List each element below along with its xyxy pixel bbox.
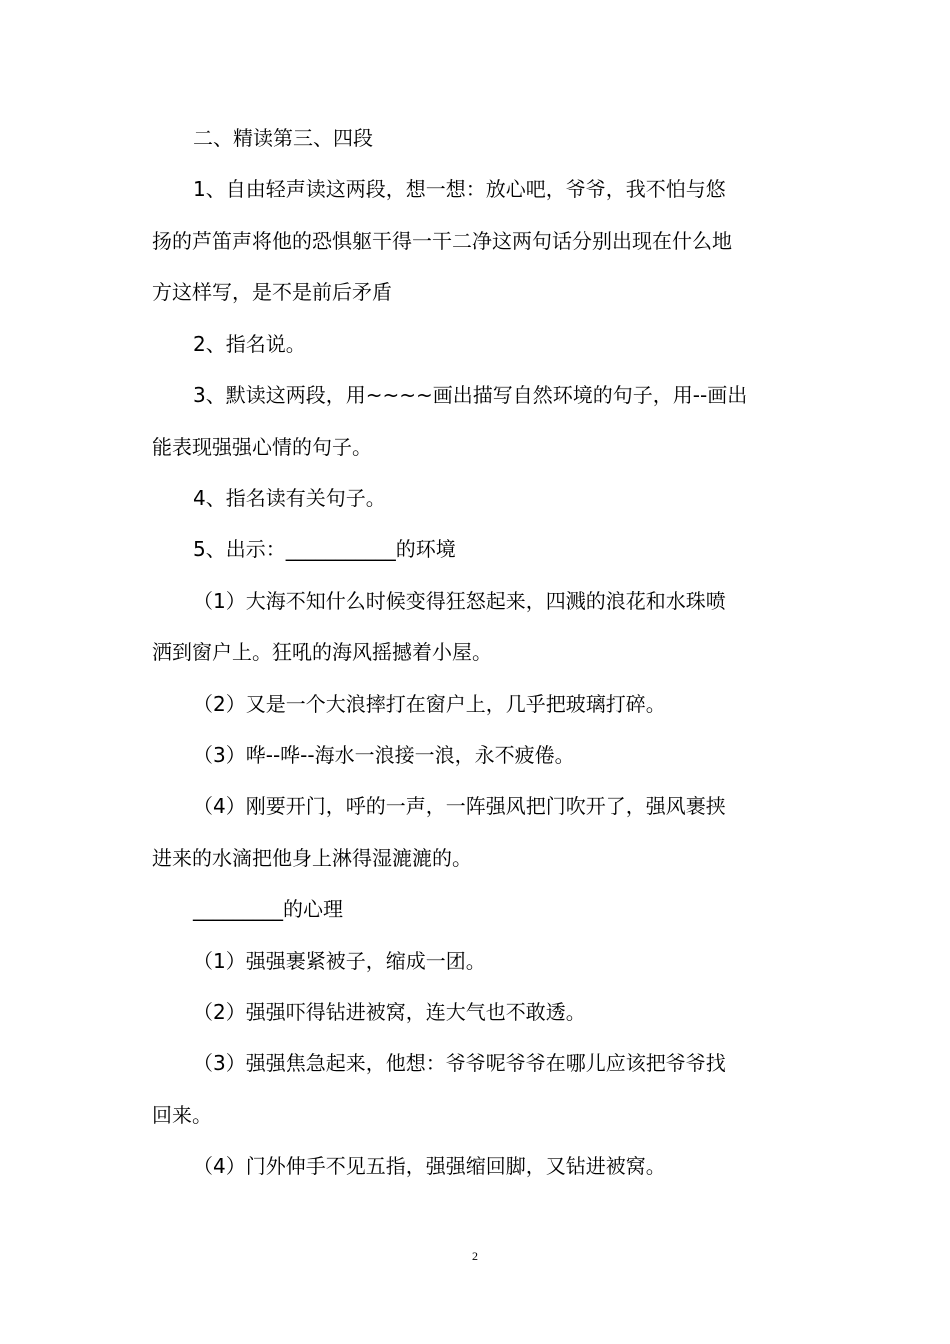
paragraph-line: 3、默读这两段，用~~~~画出描写自然环境的句子，用--画出 bbox=[193, 383, 748, 407]
paragraph-line: （3）强强焦急起来，他想：爷爷呢爷爷在哪儿应该把爷爷找 bbox=[193, 1051, 726, 1075]
paragraph-line: （4）刚要开门，呼的一声，一阵强风把门吹开了，强风裹挟 bbox=[193, 794, 726, 818]
paragraph-line: 4、指名读有关句子。 bbox=[193, 486, 386, 510]
page-number: 2 bbox=[472, 1249, 478, 1263]
paragraph-line: （2）又是一个大浪摔打在窗户上，几乎把玻璃打碎。 bbox=[193, 692, 666, 716]
paragraph-line: （1）强强裹紧被子，缩成一团。 bbox=[193, 949, 486, 973]
paragraph-line: 进来的水滴把他身上淋得湿漉漉的。 bbox=[152, 846, 472, 870]
section-heading: 二、精读第三、四段 bbox=[193, 126, 373, 150]
paragraph-line: 方这样写，是不是前后矛盾 bbox=[152, 280, 392, 304]
paragraph-line: 1、自由轻声读这两段，想一想：放心吧，爷爷，我不怕与悠 bbox=[193, 177, 726, 201]
paragraph-line: 能表现强强心情的句子。 bbox=[152, 435, 372, 459]
paragraph-line: （3）哗--哗--海水一浪接一浪，永不疲倦。 bbox=[193, 743, 575, 767]
paragraph-line: （1）大海不知什么时候变得狂怒起来，四溅的浪花和水珠喷 bbox=[193, 589, 726, 613]
paragraph-line: 回来。 bbox=[152, 1103, 212, 1127]
paragraph-line: 2、指名说。 bbox=[193, 332, 306, 356]
paragraph-line: _________的心理 bbox=[193, 897, 343, 921]
paragraph-line: 扬的芦笛声将他的恐惧躯干得一干二净这两句话分别出现在什么地 bbox=[152, 229, 732, 253]
paragraph-line: （2）强强吓得钻进被窝，连大气也不敢透。 bbox=[193, 1000, 586, 1024]
paragraph-line: （4）门外伸手不见五指，强强缩回脚，又钻进被窝。 bbox=[193, 1154, 666, 1178]
paragraph-line: 洒到窗户上。狂吼的海风摇撼着小屋。 bbox=[152, 640, 492, 664]
paragraph-line: 5、出示：___________的环境 bbox=[193, 537, 456, 561]
